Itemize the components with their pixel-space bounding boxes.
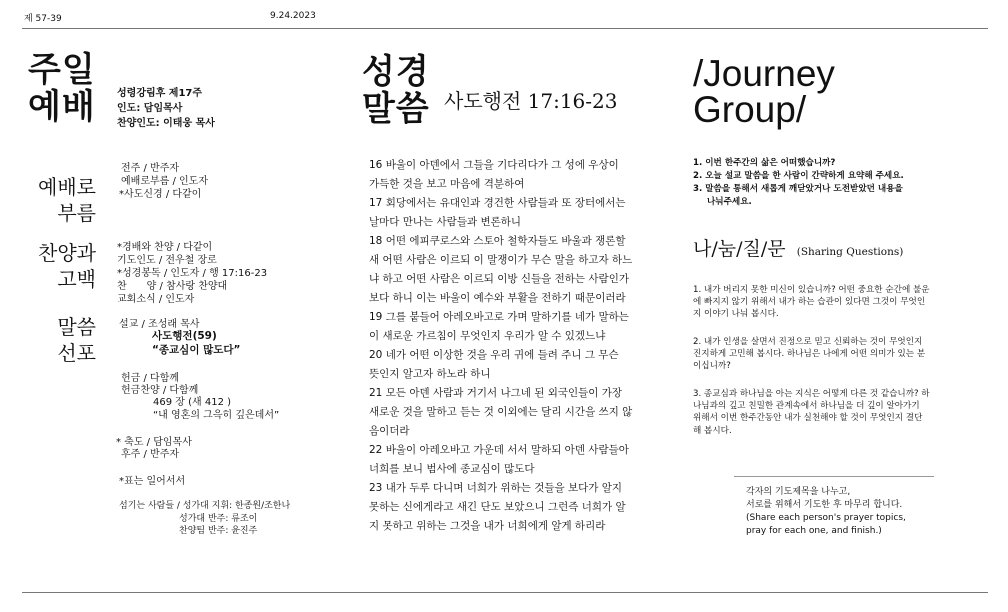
praise-confession-list bbox=[117, 241, 267, 306]
sharing-questions-heading: 나/눔/질/문 (Sharing Questions) bbox=[693, 238, 904, 260]
issue-number: 제 57-39 bbox=[24, 14, 62, 24]
section-label-call-to-worship: 예배로 부름 bbox=[38, 175, 96, 225]
sharing-question-2: 2. 내가 인생을 살면서 진정으로 믿고 신뢰하는 것이 무엇인지 진지하게 고민해 봅시다. 하나님은 나에게 어떤 의미가 있는 분 이십니까? bbox=[693, 337, 926, 372]
verse-line: 음이더라 bbox=[369, 425, 410, 437]
order-item: *성경봉독 / 인도자 / 행 17:16-23 bbox=[117, 268, 268, 279]
verse-line: 뜻인지 알고자 하노라 하니 bbox=[369, 368, 491, 380]
verse-line: 16 바울이 아덴에서 그들을 기다리다가 그 성에 우상이 bbox=[369, 159, 619, 171]
verse-line: 새로운 것을 말하고 듣는 것 이외에는 달리 시간을 쓰지 않 bbox=[369, 406, 633, 418]
worship-title: 주일 예배 bbox=[28, 50, 96, 127]
verse-line: 못하는 신에게라고 새긴 단도 보았으니 그런즉 너희가 알 bbox=[369, 501, 626, 513]
top-divider bbox=[22, 28, 988, 29]
section-label-praise-confession: 찬양과 고백 bbox=[38, 241, 96, 291]
call-to-worship-list bbox=[119, 162, 208, 201]
bulletin-date: 9.24.2023 bbox=[270, 11, 316, 21]
verse-line: 이 새로운 가르침이 무엇인지 우리가 알 수 있겠느냐 bbox=[369, 330, 606, 342]
sharing-question-1: 1. 내가 버리지 못한 미신이 있습니까? 어떤 중요한 순간에 불운 에 빠지지 않기 위해서 내가 하는 습관이 있다면 그것이 무엇인 지 이야기 나눠 봅시다. bbox=[693, 285, 930, 320]
offering: 헌금 / 다함께 bbox=[121, 373, 180, 384]
order-item: 기도인도 / 전우철 장로 bbox=[117, 255, 217, 266]
sharing-question-3: 3. 종교심과 하나님을 아는 지식은 어떻게 다른 것 같습니까? 하 나님과의 깊고 친밀한 관계속에서 하나님을 더 깊이 알아가기 위해서 이번 한주간동안 내가 실천해야 할 것이 무엇인지 결단 해 봅시다. bbox=[693, 389, 930, 436]
verse-line: 새 어떤 사람은 이르되 이 말쟁이가 무슨 말을 하고자 하느 bbox=[369, 254, 633, 266]
verse-line: 22 바울이 아레오바고 가운데 서서 말하되 아덴 사람들아 bbox=[369, 444, 629, 456]
verse-line: 가득한 것을 보고 마음에 격분하여 bbox=[369, 178, 525, 190]
verse-line: 18 어떤 에피쿠로스와 스토아 철학자들도 바울과 쟁론할 bbox=[369, 235, 626, 247]
journey-group-title: /Journey Group/ bbox=[693, 53, 835, 130]
closing-divider bbox=[734, 476, 934, 477]
verse-line: 20 네가 어떤 이상한 것을 우리 귀에 들려 주니 그 무슨 bbox=[369, 349, 619, 361]
order-item: 찬 양 / 참사랑 찬양대 bbox=[117, 281, 228, 292]
standing-note: *표는 일어서서 bbox=[119, 476, 186, 487]
verse-line: 지 못하고 위하는 그것을 내가 너희에게 알게 하리라 bbox=[369, 520, 606, 532]
closing-instructions: 각자의 기도제목을 나누고, 서로를 위해서 기도한 후 마무리 합니다. (Share each person's prayer topics, pray for each one, and finish.) bbox=[746, 487, 906, 536]
verse-line: 너희를 보니 범사에 종교심이 많도다 bbox=[369, 463, 535, 475]
sermon-preacher: 설교 / 조성래 목사 bbox=[119, 319, 200, 330]
verse-line: 23 내가 두루 다니며 너희가 위하는 것들을 보다가 알지 bbox=[369, 482, 623, 494]
section-label-sermon: 말씀 선포 bbox=[57, 315, 96, 365]
verse-line: 날마다 만나는 사람들과 변론하니 bbox=[369, 216, 522, 228]
group-questions: 1. 이번 한주간의 삶은 어떠했습니까? 2. 오늘 설교 말씀을 한 사람이 간략하게 요약해 주세요. 3. 말씀을 통해서 새롭게 깨닫았거나 도전받았던 내용을 나눠주세요. bbox=[693, 158, 904, 207]
hymn-number: 469 장 (새 412 ) bbox=[153, 397, 232, 408]
worship-info: 성령강림후 제17주 인도: 담임목사 찬양인도: 이태웅 목사 bbox=[117, 88, 215, 129]
verse-line: 19 그를 붙들어 아레오바고로 가며 말하기를 네가 말하는 bbox=[369, 311, 629, 323]
verse-line: 보다 하니 이는 바울이 예수와 부활을 전하기 때문이러라 bbox=[369, 292, 626, 304]
offering-hymn: 헌금찬양 / 다함께 bbox=[121, 385, 199, 396]
benediction: * 축도 / 담임목사 bbox=[116, 437, 192, 448]
postlude: 후주 / 반주자 bbox=[121, 449, 180, 460]
verse-line: 17 회당에서는 유대인과 경건한 사람들과 또 장터에서는 bbox=[369, 197, 626, 209]
hymn-title: “내 영혼의 그윽히 깊은데서” bbox=[153, 410, 280, 421]
bottom-divider bbox=[22, 592, 988, 593]
order-item: *사도신경 / 다같이 bbox=[119, 189, 202, 200]
scripture-text bbox=[369, 156, 641, 536]
sermon-series: 사도행전(59) bbox=[152, 330, 217, 342]
servers-list: 섬기는 사람들 / 성가대 지휘: 한종원/조한나 성가대 반주: 류조이 찬양팀 반주: 윤진주 bbox=[119, 501, 291, 536]
scripture-reference: 사도행전 17:16-23 bbox=[444, 89, 618, 113]
verse-line: 냐 하고 어떤 사람은 이르되 이방 신들을 전하는 사람인가 bbox=[369, 273, 629, 285]
order-item: 교회소식 / 인도자 bbox=[117, 294, 195, 305]
sermon-title: “종교심이 많도다” bbox=[152, 344, 241, 356]
order-item: 전주 / 반주자 bbox=[121, 163, 180, 174]
scripture-title: 성경 말씀 bbox=[362, 52, 430, 129]
order-item: 예배로부름 / 인도자 bbox=[121, 176, 209, 187]
order-item: *경배와 찬양 / 다같이 bbox=[117, 242, 213, 253]
verse-line: 21 모든 아덴 사람과 거기서 나그네 된 외국인들이 가장 bbox=[369, 387, 623, 399]
